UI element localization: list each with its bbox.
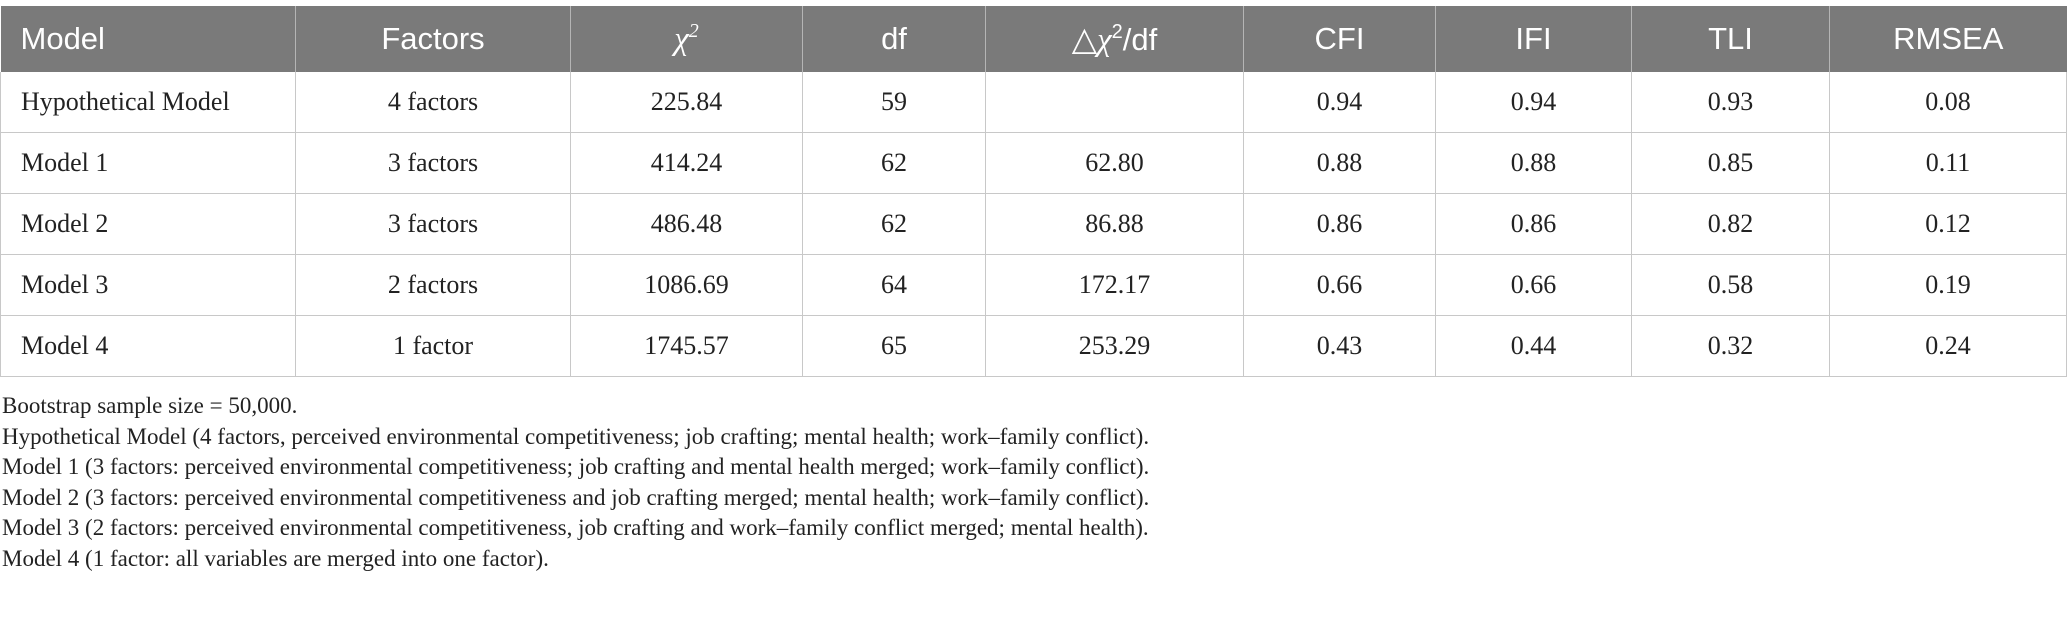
cell-tli: 0.85 [1632, 133, 1830, 194]
cell-chi-square: 1745.57 [571, 316, 803, 377]
cell-rmsea: 0.12 [1830, 194, 2067, 255]
cell-ifi: 0.44 [1436, 316, 1632, 377]
cell-tli: 0.32 [1632, 316, 1830, 377]
note-hypothetical-model: Hypothetical Model (4 factors, perceived environmental competitiveness; job crafting; mental health; work–family conflict). [2, 423, 1150, 449]
cell-model: Model 2 [1, 194, 296, 255]
cell-factors: 3 factors [296, 133, 571, 194]
cell-rmsea: 0.24 [1830, 316, 2067, 377]
cell-cfi: 0.88 [1244, 133, 1436, 194]
cell-ifi: 0.66 [1436, 255, 1632, 316]
cell-model: Model 1 [1, 133, 296, 194]
cell-delta-chi-df: 172.17 [986, 255, 1244, 316]
cell-rmsea: 0.08 [1830, 72, 2067, 133]
table-notes [0, 391, 2066, 574]
cell-tli: 0.82 [1632, 194, 1830, 255]
cell-df: 62 [803, 133, 986, 194]
header-row [1, 6, 2067, 72]
cell-rmsea: 0.19 [1830, 255, 2067, 316]
table-row [1, 133, 2067, 194]
cell-tli: 0.93 [1632, 72, 1830, 133]
cell-cfi: 0.43 [1244, 316, 1436, 377]
table-row [1, 72, 2067, 133]
cell-delta-chi-df: 253.29 [986, 316, 1244, 377]
cell-chi-square: 225.84 [571, 72, 803, 133]
table-row [1, 255, 2067, 316]
cell-cfi: 0.66 [1244, 255, 1436, 316]
cell-delta-chi-df: 86.88 [986, 194, 1244, 255]
cell-model: Model 3 [1, 255, 296, 316]
cell-model: Model 4 [1, 316, 296, 377]
cell-factors: 2 factors [296, 255, 571, 316]
header-chi-superscript: 2 [688, 19, 699, 42]
header-ifi: IFI [1436, 6, 1632, 72]
cell-ifi: 0.94 [1436, 72, 1632, 133]
cell-cfi: 0.94 [1244, 72, 1436, 133]
header-factors: Factors [296, 6, 571, 72]
table-container [0, 6, 2066, 574]
cell-factors: 3 factors [296, 194, 571, 255]
table-row [1, 316, 2067, 377]
cell-df: 64 [803, 255, 986, 316]
header-delta-chi-symbol: △χ [1071, 19, 1112, 58]
note-model-3: Model 3 (2 factors: perceived environmental competitiveness, job crafting and work–family conflict merged; mental health). [2, 515, 1149, 540]
cell-cfi: 0.86 [1244, 194, 1436, 255]
cell-tli: 0.58 [1632, 255, 1830, 316]
header-chi-square [571, 6, 803, 72]
header-delta-chi-superscript: 2 [1111, 21, 1123, 43]
header-model: Model [1, 6, 296, 72]
cell-chi-square: 1086.69 [571, 255, 803, 316]
header-tli: TLI [1632, 6, 1830, 72]
cell-df: 65 [803, 316, 986, 377]
header-delta-chi-df [986, 6, 1244, 72]
cell-ifi: 0.88 [1436, 133, 1632, 194]
model-comparison-table [0, 6, 2067, 377]
header-delta-chi-suffix: /df [1122, 22, 1158, 57]
cell-delta-chi-df: 62.80 [986, 133, 1244, 194]
cell-factors: 4 factors [296, 72, 571, 133]
table-row [1, 194, 2067, 255]
note-model-2: Model 2 (3 factors: perceived environmental competitiveness and job crafting merged; mental health; work–family conflict). [2, 484, 1150, 510]
header-df: df [803, 6, 986, 72]
cell-factors: 1 factor [296, 316, 571, 377]
cell-df: 62 [803, 194, 986, 255]
cell-chi-square: 414.24 [571, 133, 803, 194]
note-model-4: Model 4 (1 factor: all variables are merged into one factor). [2, 545, 549, 571]
cell-delta-chi-df [986, 72, 1244, 133]
cell-rmsea: 0.11 [1830, 133, 2067, 194]
note-bootstrap: Bootstrap sample size = 50,000. [2, 393, 298, 418]
header-chi-symbol: χ [674, 20, 689, 57]
header-rmsea: RMSEA [1830, 6, 2067, 72]
cell-model: Hypothetical Model [1, 72, 296, 133]
cell-ifi: 0.86 [1436, 194, 1632, 255]
cell-df: 59 [803, 72, 986, 133]
note-model-1: Model 1 (3 factors: perceived environmental competitiveness; job crafting and mental health merged; work–family conflict). [2, 454, 1150, 479]
cell-chi-square: 486.48 [571, 194, 803, 255]
header-cfi: CFI [1244, 6, 1436, 72]
